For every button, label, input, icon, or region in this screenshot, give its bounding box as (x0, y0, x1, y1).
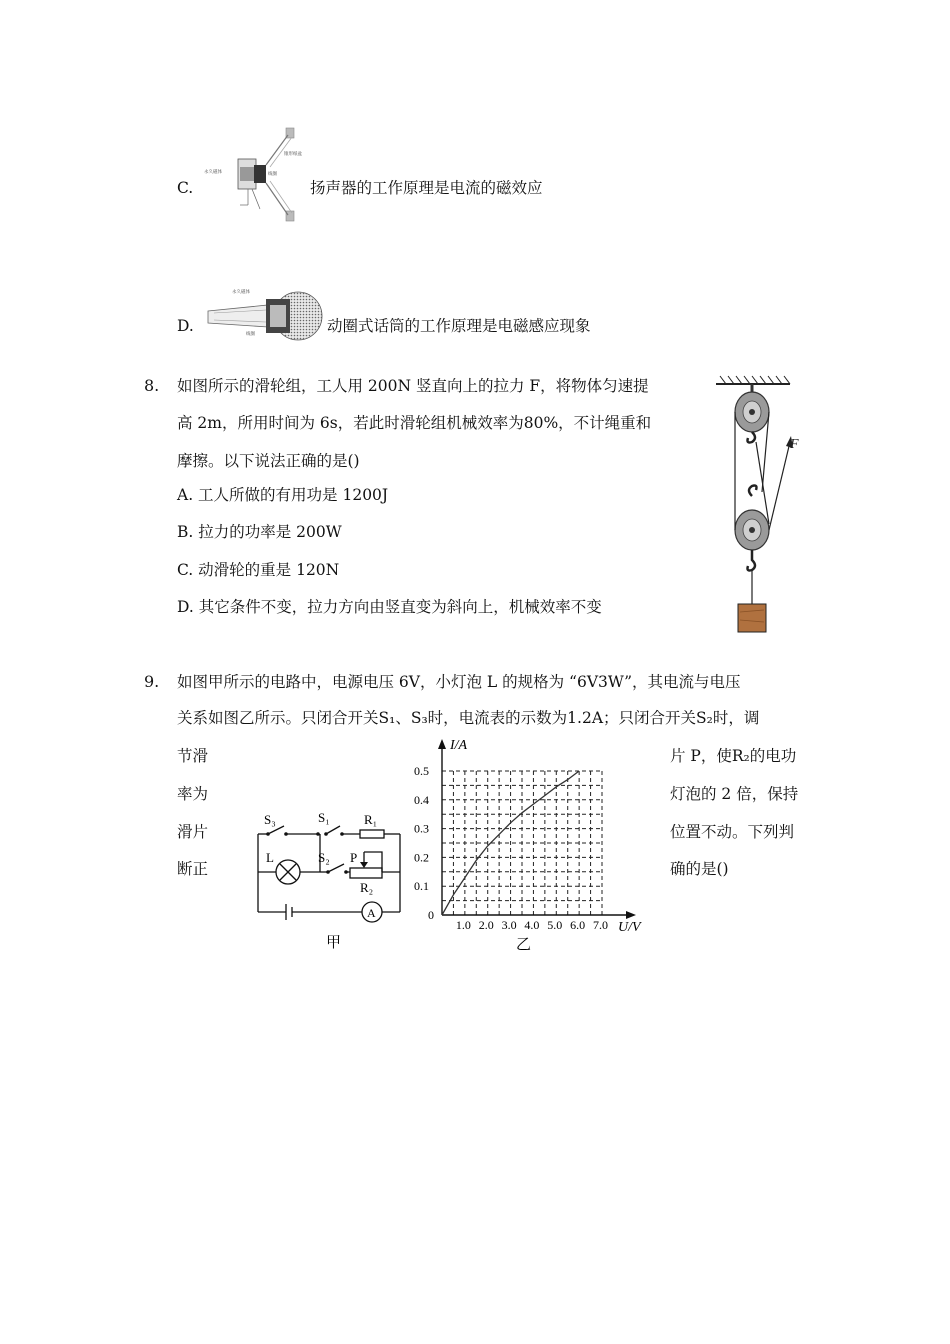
x-tick-label: 2.0 (478, 918, 494, 932)
loudspeaker-cone-label: 锥形纸盆 (284, 151, 302, 156)
x-tick-label: 7.0 (593, 918, 608, 932)
option-c-text: 扬声器的工作原理是电流的磁效应 (310, 179, 543, 197)
option-d-text: 动圈式话筒的工作原理是电磁感应现象 (327, 317, 591, 335)
circuit-label-s2: S₂ (318, 850, 330, 865)
circuit-caption: 甲 (326, 935, 342, 950)
q9-left-fragment: 节滑 (177, 747, 209, 765)
circuit-label-r2: R₂ (360, 880, 374, 895)
q9-left-fragment: 滑片 (177, 823, 209, 841)
circuit-label-r1: R₁ (364, 812, 378, 827)
y-tick-label: 0.3 (414, 821, 429, 836)
x-tick-label: 1.0 (455, 918, 471, 932)
x-tick-label: 4.0 (524, 918, 540, 932)
q8-line-3: 摩擦。以下说法正确的是() (177, 452, 360, 470)
q9-line-1: 如图甲所示的电路中，电源电压 6V，小灯泡 L 的规格为 “6V3W”，其电流与电压 (177, 673, 741, 691)
y-tick-label: 0.2 (414, 850, 429, 865)
q8-option-d: D. 其它条件不变，拉力方向由竖直变为斜向上，机械效率不变 (177, 598, 602, 616)
chart-caption: 乙 (516, 937, 532, 953)
microphone-figure (200, 283, 328, 345)
q8-line-1: 如图所示的滑轮组，工人用 200N 竖直向上的拉力 F，将物体匀速提 (177, 377, 649, 395)
circuit-label-s3: S₃ (264, 812, 276, 827)
q8-line-2: 高 2m，所用时间为 6s，若此时滑轮组机械效率为80%，不计绳重和 (177, 414, 652, 432)
q9-right-fragment: 片 P，使R₂的电功 (670, 747, 797, 765)
q8-option-b: B. 拉力的功率是 200W (177, 523, 342, 541)
microphone-magnet-label: 永久磁体 (232, 289, 250, 294)
pulley-force-label: F (790, 437, 799, 452)
origin-label: 0 (428, 908, 434, 922)
q8-option-a: A. 工人所做的有用功是 1200J (177, 486, 389, 504)
x-tick-label: 6.0 (570, 918, 586, 932)
q9-number: 9. (144, 672, 160, 691)
y-tick-label: 0.4 (414, 792, 429, 807)
microphone-coil-label: 线圈 (246, 331, 255, 336)
iu-chart (414, 733, 664, 953)
x-tick-label: 3.0 (501, 918, 517, 932)
q9-left-fragment: 率为 (177, 785, 209, 803)
loudspeaker-figure (200, 125, 310, 227)
ammeter-label: A (367, 906, 376, 920)
x-axis-arrow (626, 911, 636, 919)
option-d-label: D. (177, 317, 194, 335)
circuit-label-l: L (266, 850, 274, 865)
y-tick-label: 0.1 (414, 879, 429, 894)
x-tick-label: 5.0 (547, 918, 563, 932)
x-axis-label: U/V (618, 920, 641, 935)
option-c-label: C. (177, 179, 194, 197)
y-axis-label: I/A (450, 738, 468, 753)
q8-number: 8. (144, 376, 160, 395)
q8-option-c: C. 动滑轮的重是 120N (177, 561, 340, 579)
q9-left-fragment: 断正 (177, 860, 209, 878)
circuit-label-p: P (350, 850, 358, 865)
q9-right-fragment: 确的是() (670, 860, 729, 878)
pulley-figure (712, 374, 812, 636)
q9-right-fragment: 位置不动。下列判 (670, 823, 795, 841)
chart-grid (442, 771, 602, 915)
y-axis-arrow (438, 739, 446, 749)
q9-line-2: 关系如图乙所示。只闭合开关S₁、S₃时，电流表的示数为1.2A；只闭合开关S₂时，调 (177, 709, 760, 727)
loudspeaker-magnet-label: 永久磁体 (204, 169, 222, 174)
circuit-label-s1: S₁ (318, 810, 330, 825)
loudspeaker-coil-label: 线圈 (268, 171, 277, 176)
q9-right-fragment: 灯泡的 2 倍，保持 (670, 785, 799, 803)
y-tick-label: 0.5 (414, 764, 429, 778)
circuit-diagram (240, 808, 410, 950)
